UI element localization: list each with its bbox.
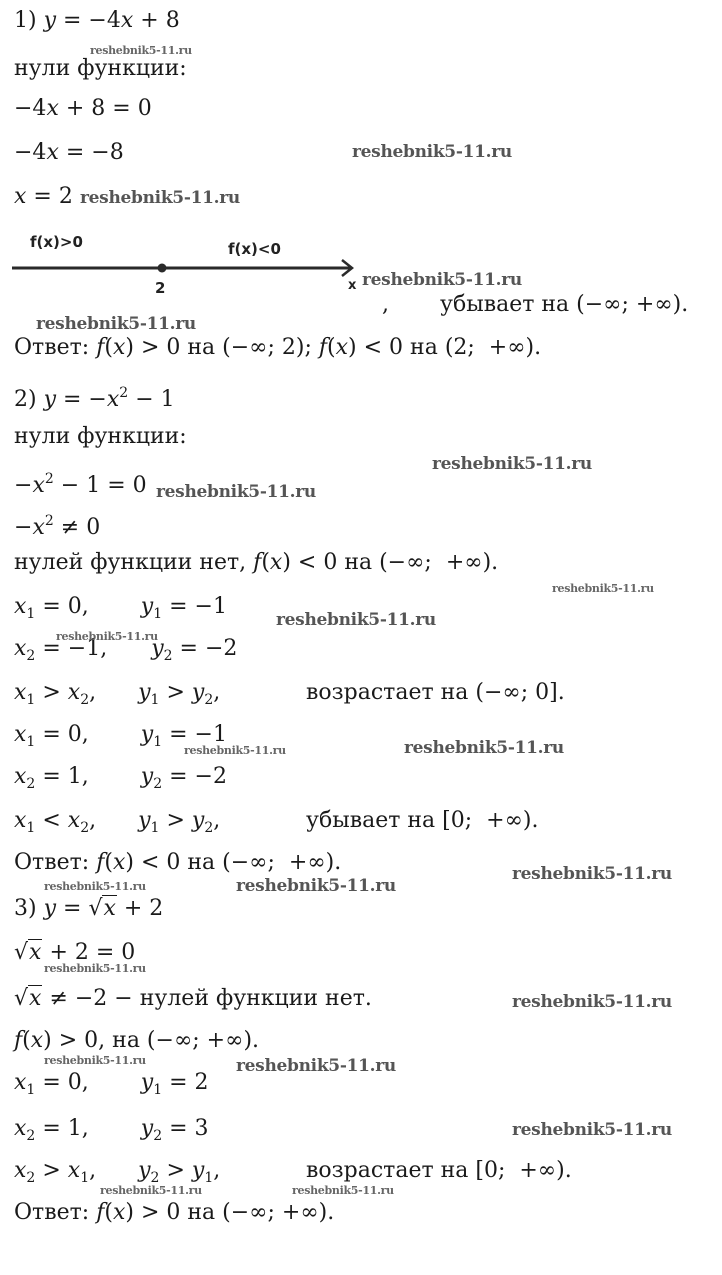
comma: , [382,292,389,317]
watermark: reshebnik5-11.ru [292,1184,394,1197]
number-line-axis-label: x [348,278,357,293]
comparison-row: $x_1 > x_2$, $y_1 > y_2$, [14,680,221,708]
problem-3-heading: 3) y = √x + 2 [14,896,164,921]
watermark: reshebnik5-11.ru [100,1184,202,1197]
number-line-right-label: f(x)<0 [228,240,281,258]
watermark: reshebnik5-11.ru [236,1056,396,1076]
problem-1-heading: 1) y = −4x + 8 [14,8,180,33]
answer-2: Ответ: f(x) < 0 на (−∞; +∞). [14,850,342,875]
equation-line: $-x^2 \ne 0$ [14,513,101,540]
watermark: reshebnik5-11.ru [90,44,192,57]
watermark: reshebnik5-11.ru [512,1120,672,1140]
watermark: reshebnik5-11.ru [512,864,672,884]
equation-line: x = 2 [14,184,73,209]
equation-line: √x ≠ −2 − нулей функции нет. [14,986,372,1011]
watermark: reshebnik5-11.ru [44,1054,146,1067]
problem-1-zeros-title: нули функции: [14,56,187,81]
problem-2-zeros-title: нули функции: [14,424,187,449]
watermark: reshebnik5-11.ru [36,314,196,334]
decreasing-interval-2: убывает на [0; +∞). [306,808,539,833]
watermark: reshebnik5-11.ru [432,454,592,474]
watermark: reshebnik5-11.ru [80,188,240,208]
answer-3: Ответ: f(x) > 0 на (−∞; +∞). [14,1200,335,1225]
watermark: reshebnik5-11.ru [512,992,672,1012]
watermark: reshebnik5-11.ru [156,482,316,502]
values-row: $x_2 = 1$, $y_2 = -2$ [14,764,227,792]
watermark: reshebnik5-11.ru [352,142,512,162]
number-line-point-label: 2 [155,279,166,297]
watermark: reshebnik5-11.ru [56,630,158,643]
increasing-interval-2: возрастает на (−∞; 0]. [306,680,565,705]
comparison-row: $x_1 < x_2$, $y_1 > y_2$, [14,808,221,836]
watermark: reshebnik5-11.ru [44,962,146,975]
number-line [0,252,722,292]
watermark: reshebnik5-11.ru [276,610,436,630]
problem-2-heading: 2) $y = -x^2 - 1$ [14,385,175,412]
equation-line: −4x + 8 = 0 [14,96,152,121]
equation-line: √x + 2 = 0 [14,940,136,965]
values-row: $x_1 = 0$, $y_1 = -1$ [14,722,227,750]
values-row: $x_1 = 0$, $y_1 = -1$ [14,594,227,622]
positivity-line: f(x) > 0, на (−∞; +∞). [14,1028,260,1053]
values-row: $x_2 = 1$, $y_2 = 3$ [14,1116,209,1144]
watermark: reshebnik5-11.ru [44,880,146,893]
values-row: $x_2 = -1$, $y_2 = -2$ [14,636,238,664]
decreasing-interval-1: убывает на (−∞; +∞). [440,292,689,317]
watermark: reshebnik5-11.ru [362,270,522,290]
watermark: reshebnik5-11.ru [552,582,654,595]
values-row: $x_1 = 0$, $y_1 = 2$ [14,1070,209,1098]
no-zeros-line: нулей функции нет, f(x) < 0 на (−∞; +∞). [14,550,499,575]
equation-line: $-x^2 - 1 = 0$ [14,471,147,498]
comparison-row: $x_2 > x_1$, $y_2 > y_1$, [14,1158,221,1186]
watermark: reshebnik5-11.ru [404,738,564,758]
answer-1: Ответ: f(x) > 0 на (−∞; 2); f(x) < 0 на (2; +∞). [14,335,542,360]
number-line-point [158,264,167,273]
increasing-interval-3: возрастает на [0; +∞). [306,1158,572,1183]
watermark: reshebnik5-11.ru [236,876,396,896]
equation-line: −4x = −8 [14,140,124,165]
watermark: reshebnik5-11.ru [184,744,286,757]
number-line-left-label: f(x)>0 [30,233,83,251]
